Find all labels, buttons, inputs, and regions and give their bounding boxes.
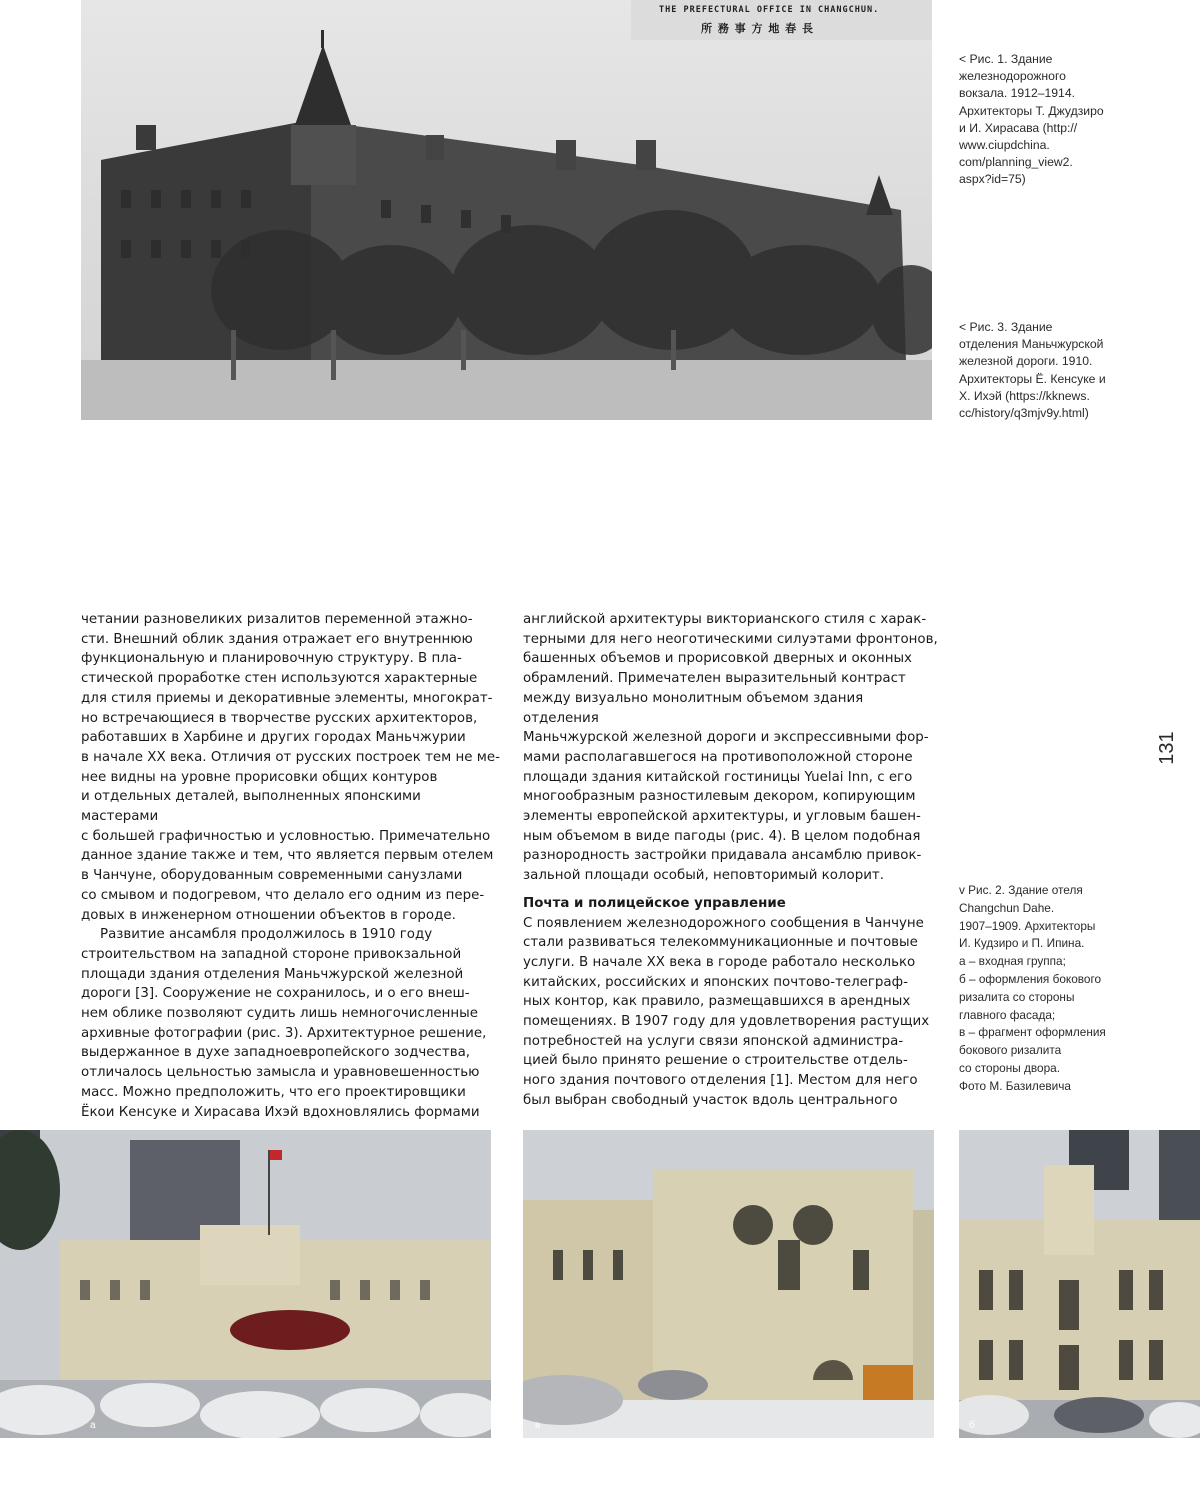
text-line: зальной площади особый, неповторимый колорит. (523, 868, 884, 884)
caption-line: отделения Маньчжурской (959, 337, 1104, 352)
text-line: башенных объемов и прорисовкой дверных и оконных (523, 651, 912, 667)
text-line: нее видны на уровне прорисовки общих контуров (81, 769, 438, 785)
text-line: в начале XX века. Отличия от русских построек тем не ме- (81, 749, 500, 765)
photo-label-v: в (535, 1420, 541, 1431)
text-line: со смывом и подогревом, что делало его одним из пере- (81, 887, 485, 903)
text-line: для стиля приемы и декоративные элементы, многократ- (81, 690, 493, 706)
text-line: потребностей на услуги связи японской администра- (523, 1033, 904, 1049)
text-line: ных контор, как правило, размещавшихся в арендных (523, 994, 911, 1010)
text-line: элементы европейской архитектуры, и угловым башен- (523, 809, 921, 825)
text-line: нем облике позволяют судить лишь немногочисленные (81, 1006, 478, 1022)
text-line: английской архитектуры викторианского стиля с харак- (523, 612, 927, 627)
text-line: терными для него неоготическими силуэтами фронтонов, (523, 631, 938, 647)
text-line: в Чанчуне, оборудованным современными санузлами (81, 868, 463, 884)
text-line: обрамлений. Примечателен выразительный контраст (523, 671, 906, 687)
text-line: с большей графичностью и условностью. Примечательно (81, 828, 491, 844)
caption-line: вокзала. 1912–1914. (959, 86, 1076, 101)
archival-photo-railway-office (81, 0, 932, 420)
text-column-right (523, 610, 943, 1111)
text-line: работавших в Харбине и других городах Маньчжурии (81, 730, 466, 746)
caption-line: б – оформления бокового (959, 971, 1102, 986)
caption-line: бокового ризалита (959, 1043, 1062, 1058)
text-line: был выбран свободный участок вдоль центрального (523, 1092, 898, 1108)
text-line: многообразным разностилевым декором, копирующим (523, 789, 916, 805)
text-line: услуги. В начале XX века в городе работало несколько (523, 954, 916, 970)
text-line: помещениях. В 1907 году для удовлетворения растущих (523, 1014, 930, 1030)
caption-fig3 (959, 319, 1189, 422)
text-line: китайских, российских и японских почтово-телеграф- (523, 974, 908, 990)
caption-line: www.ciupdchina. (959, 138, 1050, 153)
text-line: стали развиваться телекоммуникационные и почтовые (523, 935, 918, 951)
caption-line: главного фасада; (959, 1007, 1056, 1022)
text-line: функциональную и планировочную структуру. В пла- (81, 651, 462, 667)
caption-fig2 (959, 882, 1189, 1096)
caption-line: железной дороги. 1910. (959, 354, 1093, 369)
text-line: дороги [3]. Сооружение не сохранилось, и о его внеш- (81, 986, 470, 1002)
text-line: С появлением железнодорожного сообщения в Чанчуне (523, 915, 924, 931)
text-line: ным объемом в виде пагоды (рис. 4). В целом подобная (523, 828, 921, 844)
text-line: строительством на западной стороне привокзальной (81, 946, 462, 962)
text-line: Развитие ансамбля продолжилось в 1910 году (100, 927, 433, 943)
page-number: 131 (1156, 731, 1178, 765)
text-line: выдержанное в духе западноевропейского зодчества, (81, 1045, 471, 1061)
text-line: Ёкои Кенсуке и Хирасава Ихэй вдохновлялись формами (81, 1104, 480, 1120)
photo-label-b: б (969, 1420, 975, 1431)
text-line: ного здания почтового отделения [1]. Местом для него (523, 1073, 918, 1089)
photo-banner-chinese: 所 務 事 方 地 春 長 (701, 22, 814, 35)
caption-fig1 (959, 51, 1189, 189)
photo-hotel-side-risalit (959, 1130, 1200, 1438)
text-line: четании разновеликих ризалитов переменной этажно- (81, 612, 473, 627)
caption-line: aspx?id=75) (959, 172, 1026, 187)
caption-line: com/planning_view2. (959, 155, 1073, 170)
caption-line: < Рис. 3. Здание (959, 320, 1053, 334)
text-line: и отдельных деталей, выполненных японскими мастерами (81, 789, 421, 825)
text-line: разнородность застройки придавала ансамблю привок- (523, 848, 922, 864)
text-line: мами располагавшегося на противоположной стороне (523, 749, 913, 765)
text-line: данное здание также и тем, что является первым отелем (81, 848, 494, 864)
caption-line: в – фрагмент оформления (959, 1025, 1106, 1040)
caption-line: и И. Хирасава (http:// (959, 120, 1078, 135)
photo-hotel-courtyard (523, 1130, 934, 1438)
caption-line: ризалита со стороны (959, 989, 1075, 1004)
caption-line: со стороны двора. (959, 1060, 1060, 1075)
text-line: площади здания китайской гостиницы Yuelai Inn, с его (523, 769, 913, 785)
photo-banner-english: THE PREFECTURAL OFFICE IN CHANGCHUN. (659, 5, 880, 15)
caption-line: Changchun Dahe. (959, 900, 1055, 915)
text-line: но встречающиеся в творчестве русских архитекторов, (81, 710, 478, 726)
text-line: масс. Можно предположить, что его проектировщики (81, 1084, 466, 1100)
photo-hotel-entrance (0, 1130, 491, 1438)
caption-line: железнодорожного (959, 69, 1066, 84)
text-line: площади здания отделения Маньчжурской железной (81, 966, 464, 982)
caption-line: Архитекторы Ё. Кенсуке и (959, 371, 1106, 386)
caption-line: Фото М. Базилевича (959, 1078, 1071, 1093)
text-line: цией было принято решение о строительстве отдель- (523, 1053, 908, 1069)
text-line: отличалось цельностью замысла и уравновешенностью (81, 1065, 480, 1081)
caption-line: v Рис. 2. Здание отеля (959, 883, 1083, 897)
text-line: между визуально монолитным объемом здания отделения (523, 690, 864, 726)
caption-line: cc/history/q3mjv9y.html) (959, 406, 1089, 421)
caption-line: < Рис. 1. Здание (959, 52, 1053, 66)
caption-line: 1907–1909. Архитекторы (959, 918, 1096, 933)
caption-line: а – входная группа; (959, 954, 1066, 969)
text-column-left (81, 610, 501, 1122)
photo-label-a: а (90, 1420, 96, 1431)
caption-line: Х. Ихэй (https://kknews. (959, 388, 1090, 403)
text-line: стической проработке стен используются характерные (81, 671, 478, 687)
text-line: Маньчжурской железной дороги и экспрессивными фор- (523, 730, 929, 746)
caption-line: И. Кудзиро и П. Ипина. (959, 936, 1085, 951)
section-heading: Почта и полицейское управление (523, 895, 786, 911)
text-line: довых в инженерном отношении объектов в городе. (81, 907, 456, 923)
text-line: архивные фотографии (рис. 3). Архитектурное решение, (81, 1025, 487, 1041)
text-line: сти. Внешний облик здания отражает его внутреннюю (81, 631, 473, 647)
caption-line: Архитекторы Т. Джудзиро (959, 103, 1104, 118)
